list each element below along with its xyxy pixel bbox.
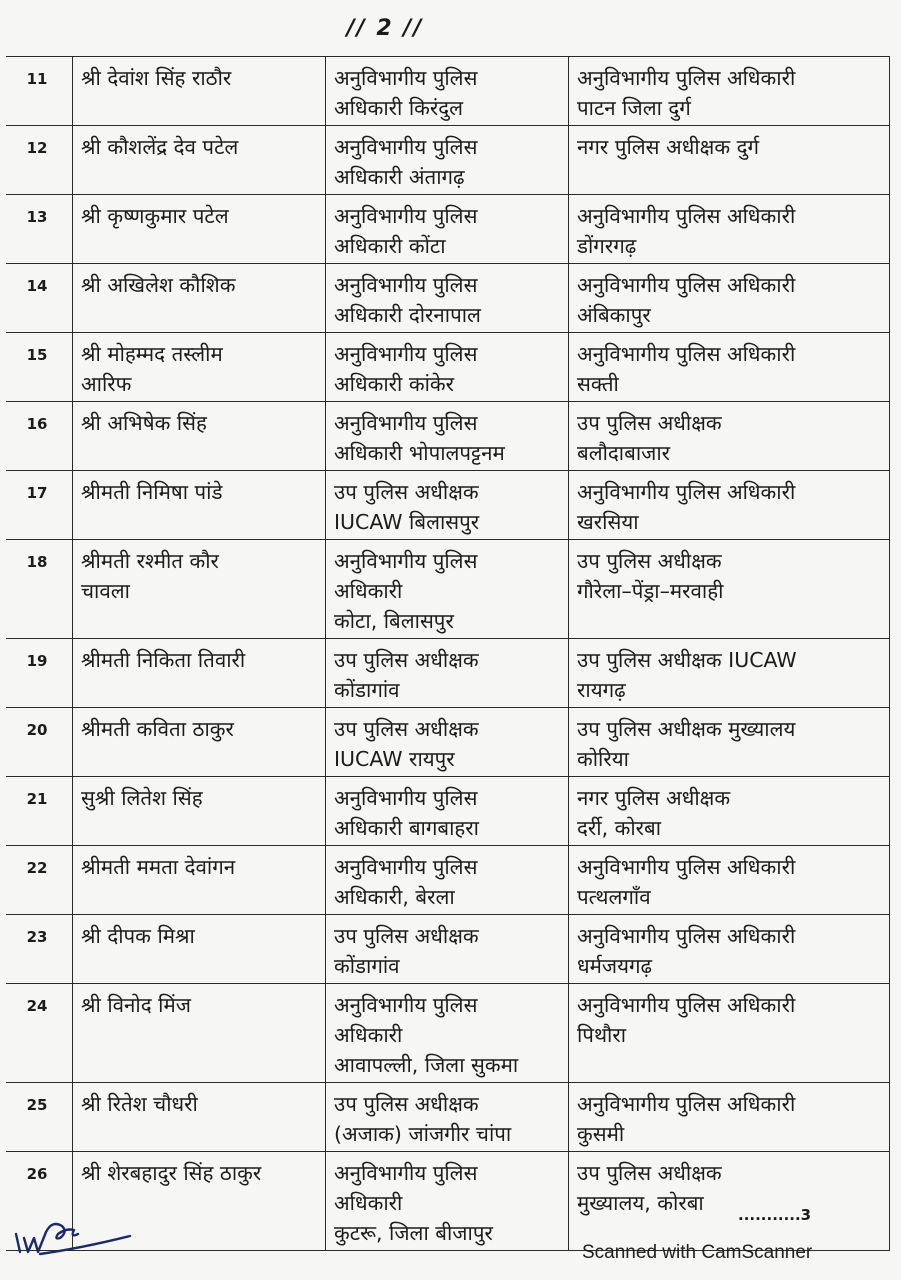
- table-row: [6, 540, 890, 639]
- table-row: [6, 915, 890, 984]
- new-posting: उप पुलिस अधीक्षक मुख्यालय, कोरबा: [569, 1152, 890, 1251]
- table-row: [6, 639, 890, 708]
- officer-name: सुश्री लितेश सिंह: [73, 777, 326, 846]
- serial-number: 11: [6, 57, 73, 126]
- officer-name: श्री देवांश सिंह राठौर: [73, 57, 326, 126]
- serial-number: 16: [6, 402, 73, 471]
- table-row: [6, 195, 890, 264]
- current-posting: उप पुलिस अधीक्षक IUCAW बिलासपुर: [326, 471, 569, 540]
- officer-name: श्रीमती कविता ठाकुर: [73, 708, 326, 777]
- new-posting: अनुविभागीय पुलिस अधिकारी पत्थलगाँव: [569, 846, 890, 915]
- serial-number: 15: [6, 333, 73, 402]
- serial-number: 24: [6, 984, 73, 1083]
- table-row: [6, 57, 890, 126]
- table-row: [6, 333, 890, 402]
- officer-name: श्रीमती निमिषा पांडे: [73, 471, 326, 540]
- officer-name: श्रीमती रश्मीत कौर चावला: [73, 540, 326, 639]
- table-row: [6, 984, 890, 1083]
- current-posting: अनुविभागीय पुलिस अधिकारी आवापल्ली, जिला सुकमा: [326, 984, 569, 1083]
- serial-number: 22: [6, 846, 73, 915]
- serial-number: 17: [6, 471, 73, 540]
- new-posting: नगर पुलिस अधीक्षक दर्री, कोरबा: [569, 777, 890, 846]
- current-posting: अनुविभागीय पुलिस अधिकारी बागबाहरा: [326, 777, 569, 846]
- table-row: [6, 126, 890, 195]
- new-posting: उप पुलिस अधीक्षक बलौदाबाजार: [569, 402, 890, 471]
- new-posting: उप पुलिस अधीक्षक गौरेला–पेंड्रा–मरवाही: [569, 540, 890, 639]
- current-posting: उप पुलिस अधीक्षक कोंडागांव: [326, 639, 569, 708]
- new-posting: अनुविभागीय पुलिस अधिकारी कुसमी: [569, 1083, 890, 1152]
- table-row: [6, 708, 890, 777]
- officer-name: श्रीमती निकिता तिवारी: [73, 639, 326, 708]
- officer-name: श्रीमती ममता देवांगन: [73, 846, 326, 915]
- serial-number: 14: [6, 264, 73, 333]
- new-posting: अनुविभागीय पुलिस अधिकारी खरसिया: [569, 471, 890, 540]
- serial-number: 23: [6, 915, 73, 984]
- scanner-watermark: Scanned with CamScanner: [582, 1242, 813, 1263]
- officer-name: श्री शेरबहादुर सिंह ठाकुर: [73, 1152, 326, 1251]
- new-posting: अनुविभागीय पुलिस अधिकारी अंबिकापुर: [569, 264, 890, 333]
- new-posting: नगर पुलिस अधीक्षक दुर्ग: [569, 126, 890, 195]
- table-row: [6, 1083, 890, 1152]
- new-posting: अनुविभागीय पुलिस अधिकारी डोंगरगढ़: [569, 195, 890, 264]
- officer-name: श्री मोहम्मद तस्लीम आरिफ: [73, 333, 326, 402]
- new-posting: अनुविभागीय पुलिस अधिकारी धर्मजयगढ़: [569, 915, 890, 984]
- current-posting: उप पुलिस अधीक्षक कोंडागांव: [326, 915, 569, 984]
- current-posting: अनुविभागीय पुलिस अधिकारी दोरनापाल: [326, 264, 569, 333]
- new-posting: अनुविभागीय पुलिस अधिकारी पिथौरा: [569, 984, 890, 1083]
- table-body: [6, 57, 890, 1251]
- current-posting: अनुविभागीय पुलिस अधिकारी भोपालपट्टनम: [326, 402, 569, 471]
- new-posting: उप पुलिस अधीक्षक मुख्यालय कोरिया: [569, 708, 890, 777]
- current-posting: अनुविभागीय पुलिस अधिकारी कांकेर: [326, 333, 569, 402]
- officer-name: श्री दीपक मिश्रा: [73, 915, 326, 984]
- current-posting: उप पुलिस अधीक्षक (अजाक) जांजगीर चांपा: [326, 1083, 569, 1152]
- current-posting: अनुविभागीय पुलिस अधिकारी कोटा, बिलासपुर: [326, 540, 569, 639]
- table-row: [6, 402, 890, 471]
- officer-name: श्री अभिषेक सिंह: [73, 402, 326, 471]
- serial-number: 25: [6, 1083, 73, 1152]
- current-posting: अनुविभागीय पुलिस अधिकारी कुटरू, जिला बीजापुर: [326, 1152, 569, 1251]
- serial-number: 13: [6, 195, 73, 264]
- serial-number: 19: [6, 639, 73, 708]
- table-row: [6, 264, 890, 333]
- page-number: // 2 //: [346, 16, 424, 41]
- new-posting: अनुविभागीय पुलिस अधिकारी सक्ती: [569, 333, 890, 402]
- new-posting: उप पुलिस अधीक्षक IUCAW रायगढ़: [569, 639, 890, 708]
- officer-name: श्री कृष्णकुमार पटेल: [73, 195, 326, 264]
- current-posting: अनुविभागीय पुलिस अधिकारी अंतागढ़: [326, 126, 569, 195]
- signature-icon: [12, 1208, 142, 1256]
- transfer-table: [6, 56, 890, 1251]
- current-posting: उप पुलिस अधीक्षक IUCAW रायपुर: [326, 708, 569, 777]
- serial-number: 18: [6, 540, 73, 639]
- table-row: [6, 471, 890, 540]
- officer-name: श्री अखिलेश कौशिक: [73, 264, 326, 333]
- table-row: [6, 846, 890, 915]
- officer-name: श्री विनोद मिंज: [73, 984, 326, 1083]
- continuation-marker: ...........3: [738, 1206, 812, 1224]
- current-posting: अनुविभागीय पुलिस अधिकारी, बेरला: [326, 846, 569, 915]
- table-row: [6, 777, 890, 846]
- serial-number: 26: [6, 1152, 73, 1251]
- serial-number: 20: [6, 708, 73, 777]
- officer-name: श्री कौशलेंद्र देव पटेल: [73, 126, 326, 195]
- new-posting: अनुविभागीय पुलिस अधिकारी पाटन जिला दुर्ग: [569, 57, 890, 126]
- serial-number: 12: [6, 126, 73, 195]
- current-posting: अनुविभागीय पुलिस अधिकारी किरंदुल: [326, 57, 569, 126]
- officer-name: श्री रितेश चौधरी: [73, 1083, 326, 1152]
- current-posting: अनुविभागीय पुलिस अधिकारी कोंटा: [326, 195, 569, 264]
- serial-number: 21: [6, 777, 73, 846]
